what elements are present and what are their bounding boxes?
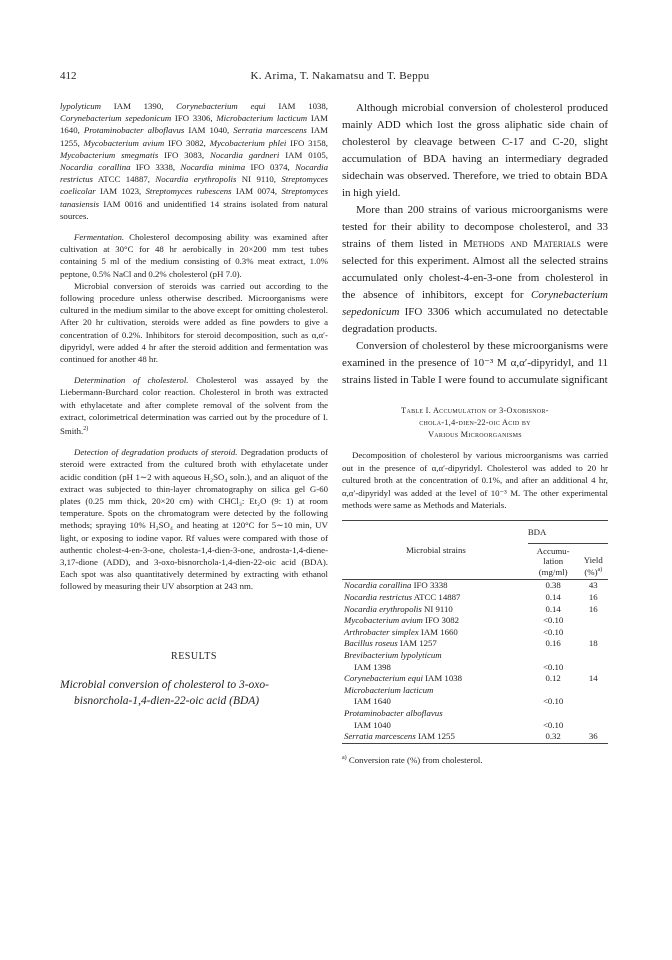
subheading-line-2: bisnorchola-1,4-dien-22-oic acid (BDA) [74,694,260,707]
table-row [342,662,608,674]
strain-cell [342,615,528,627]
strain-species: Mycobacterium avium [344,615,423,626]
yield-cell [578,627,608,639]
detection-text: Degradation products of steroid were extracted from the cultured broth with ethylacetate under acidic condition (pH 1∼2 with aqueous H₂SO₄ soln.), and an aliquot of the extract was subjected to thin-layer chromatography on silica gel G-60 plates (0.25 mm thick, 20×20 cm) with CHCl₃: Et₂O (9: 1) at room temperature. Spots on the chromatogram were detected by the following methods; spraying 10% H₂SO₄ and heating at 120°C for 5∼10 min, UV light, or exposing to iodine vapor. Rf values were compared with those of authentic cholest-4-en-3-one, cholesta-1,4-dien-3-one, androsta-1,4-diene-3,17-dione (ADD), and 3-oxo-bisnorchola-1,4-dien-22-oic acid (BDA). Each spot was also quantitatively determined by extracting with ethanol followed by measuring their UV absorption at 243 nm. [60,447,329,592]
strain-id: IAM 1640 [354,696,391,707]
subheading-line-1: Microbial conversion of cholesterol to 3-oxo- [60,678,269,691]
results-subheading [60,677,328,709]
strain-species: Serratia marcescens [344,731,416,742]
strain-cell [342,627,528,639]
species-name: Nocardia gardneri [209,149,280,160]
table-row [342,685,608,697]
results-heading: RESULTS [171,650,217,662]
acc-header-3: (mg/ml) [538,566,568,577]
determination-heading: Determination of cholesterol. [74,375,189,386]
determination-text: Cholesterol was assayed by the Liebermann-Burchard color reaction. Cholesterol in broth was extracted with ethylacetate and after complete removal of the solvent from the extract, colorimetrical determination was carried out by the procedure of I. Smith. [60,375,329,436]
col-header-strain: Microbial strains [405,544,466,555]
accumulation-cell [528,685,579,697]
species-name: Protaminobacter alboflavus [83,125,185,136]
species-name: Streptomyces tanasiensis [60,186,329,209]
detection-paragraph [60,446,328,592]
accumulation-cell: 0.32 [545,731,561,742]
conversion-paragraph: Conversion of cholesterol by these microorganisms were examined in the presence of 10⁻³ M α,α′-dipyridyl, and 11 strains listed in Table I were found to accumulate significant [342,340,608,386]
screening-text-b: were selected for this experiment. Almost all the selected strains accumulated only cholest-4-en-3-one from cholesterol in the absence of inhibitors, except for [342,238,608,301]
yield-header-1: Yield [583,554,603,565]
species-name: Corynebacterium equi [176,101,266,111]
species-name: Corynebacterium sepedonicum [60,113,172,124]
strain-cell [342,673,528,685]
strain-code: IFO 3338, [130,162,181,173]
strain-code: ATCC 14887, [92,174,156,185]
species-name: Serratia marcescens [233,125,307,136]
strain-code: IAM 1040, [184,125,234,136]
table-row [342,650,608,662]
strain-species: Nocardia erythropolis [344,603,422,614]
strain-species: Protaminobacter alboflavus [344,708,443,718]
table-row [342,615,608,627]
right-column [342,100,608,769]
accumulation-cell: <0.10 [542,719,564,730]
strain-species: Nocardia restrictus [344,592,413,603]
yield-cell [578,685,608,697]
fermentation-paragraph [60,231,328,280]
strain-cell [342,580,528,592]
screening-text-c: IFO 3306 which accumulated no detectable degradation products. [342,306,608,335]
strain-code: NI 9110, [236,174,282,185]
screening-text-a: More than 200 strains of various microorganisms were tested for their ability to decompose cholesterol, and 33 strains of them listed in [342,204,608,250]
table-row [342,720,608,732]
accumulation-cell: 0.38 [545,580,561,591]
yield-cell: 36 [588,731,598,742]
species-name: Mycobacterium smegmatis [60,149,159,160]
table-title-line-2: chola-1,4-dien-22-oic Acid by [419,418,531,427]
strain-species: Brevibacterium lypolyticum [344,650,442,661]
accumulation-cell: <0.10 [542,696,564,707]
fermentation-heading: Fermentation. [74,232,125,243]
strain-id: NI 9110 [421,603,453,614]
strain-code: IFO 3083, [158,149,210,160]
page-header [60,70,620,86]
strain-id: IFO 3082 [422,615,460,626]
col-header-bda: BDA [528,520,608,543]
species-name: lypolyticum [60,101,102,111]
table-row [342,592,608,604]
yield-cell: 14 [588,673,598,684]
accumulation-cell: 0.16 [545,638,561,649]
yield-cell: 43 [588,580,598,591]
footnote-mark: a) [342,754,347,761]
strain-id: IAM 1040 [354,719,391,730]
microbial-conversion-paragraph: Microbial conversion of steroids was carried out according to the following procedure unless otherwise described. Microorganisms were cultured in the medium similar to the above except for omitting cholesterol. After 20 hr cultivation, steroids were added as fine powders to give a concentration of 0.2%. Inhibitors for steroid decomposition, such as α,α′-dipyridyl, were added 4 hr after the steroid addition and fermentation was continued for another 48 hr. [60,280,328,365]
acc-header-2: lation [543,556,564,567]
species-name: Nocardia erythropolis [155,174,237,185]
strain-cell [342,685,528,697]
species-name: Streptomyces rubescens [145,186,232,197]
strain-cell [342,662,528,674]
strain-code: IFO 3158, [286,137,328,148]
strain-species: Nocardia corallina [344,580,412,591]
table-caption: Decomposition of cholesterol by various microorganisms was carried out in the presence of α,α′-dipyridyl. Cholesterol was added to 20 hr cultured broth at the concentration of 0.1%, and after an additional 4 hr, α,α′-dipyridyl was added at the level of 10⁻³ M. The other experimental methods were same as Methods and Materials. [342,450,608,511]
species-name: Streptomyces coelicolar [60,174,328,197]
running-head: K. Arima, T. Nakamatsu and T. Beppu [250,70,430,82]
strain-species: Arthrobacter simplex [344,626,419,637]
screening-paragraph [342,202,608,338]
reference-mark: 2) [83,426,89,433]
accumulation-cell: <0.10 [542,626,564,637]
accumulation-cell: 0.12 [545,673,561,684]
species-name: Corynebacterium sepedonicum [342,289,608,318]
strain-code: IFO 0374, [245,162,296,173]
strain-code: IAM 1038, [265,101,328,111]
strain-code: IAM 0105, [279,149,329,160]
species-name: Nocardia corallina [60,162,131,173]
yield-unit: (%) [584,566,598,577]
strain-list-paragraph [60,100,328,222]
strain-species: Microbacterium lacticum [344,684,434,695]
strain-id: ATCC 14887 [412,592,461,603]
strain-id: IFO 3338 [411,580,448,591]
yield-cell [578,708,608,720]
species-name: Nocardia minima [180,162,246,173]
determination-paragraph [60,374,328,437]
table-title-line-3: Various Microorganisms [428,430,522,439]
table-footnote [342,750,608,769]
strain-cell [342,696,528,708]
strain-cell [342,708,528,720]
species-name: Mycobacterium avium [83,137,165,148]
strain-species: Corynebacterium equi [344,673,423,684]
accumulation-cell: <0.10 [542,661,564,672]
strain-code: IFO 3082, [164,137,210,148]
yield-cell: 16 [588,592,598,603]
table-row [342,708,608,720]
strain-species: Bacillus roseus [344,638,398,649]
strain-code: IAM 0016 and unidentified 14 strains isolated from natural sources. [60,198,328,221]
accumulation-cell [528,708,579,720]
yield-cell: 18 [588,638,598,649]
yield-header-2 [578,565,608,577]
bda-table [342,520,608,744]
table-row [342,627,608,639]
strain-code: IAM 1390, [101,101,177,111]
table-row [342,731,608,743]
strain-id: IAM 1255 [415,731,455,742]
strain-cell [342,592,528,604]
species-name: Nocardia restrictus [60,162,328,185]
fermentation-text: Cholesterol decomposing ability was examined after cultivation at 30°C for 48 hr aerobically in 20×200 mm test tubes containing 5 ml of the medium consisting of 0.3% meat extract, 1.0% peptone, 0.5% NaCl and 0.2% cholesterol (pH 7.0). [60,232,328,279]
table-title [342,405,608,441]
yield-cell [578,662,608,674]
bda-table-body [342,580,608,743]
strain-cell [342,731,528,743]
strain-id: IAM 1660 [418,626,458,637]
strain-cell [342,604,528,616]
table-row [342,580,608,592]
table-row [342,638,608,650]
yield-cell [578,696,608,708]
strain-cell [342,650,528,662]
yield-cell: 16 [588,603,598,614]
accumulation-cell: <0.10 [542,615,564,626]
strain-code: IAM 1255, [60,125,328,148]
yield-cell [578,615,608,627]
yield-cell [578,650,608,662]
strain-id: IAM 1257 [397,638,437,649]
species-name: Microbacterium lacticum [216,113,308,124]
page-number: 412 [60,70,77,82]
accumulation-cell [528,650,579,662]
strain-code: IAM 1023, [95,186,146,197]
species-name: Mycobacterium phlei [209,137,287,148]
strain-code: IFO 3306, [171,113,217,124]
strain-code: IAM 0074, [231,186,282,197]
left-column [60,100,328,709]
col-header-accumulation [528,543,579,580]
table-row [342,696,608,708]
accumulation-cell: 0.14 [545,603,561,614]
acc-header-1: Accumu- [536,545,570,556]
intro-paragraph: Although microbial conversion of cholesterol produced mainly ADD which lost the gross aliphatic side chain of cholesterol by cleavage between C-17 and C-20, slight accumulation of BDA having an intermediary degraded sidechain was observed. Therefore, we tried to obtain BDA in high yield. [342,102,608,199]
footnote-text: Conversion rate (%) from cholesterol. [348,754,483,765]
strain-id: IAM 1398 [354,661,391,672]
accumulation-cell: 0.14 [545,592,561,603]
yield-cell [578,720,608,732]
table-row [342,673,608,685]
methods-ref: Methods and Materials [463,238,581,250]
strain-cell [342,720,528,732]
strain-code: IAM 1640, [60,113,328,136]
yield-note-mark: a) [597,567,603,574]
strain-cell [342,638,528,650]
detection-heading: Detection of degradation products of steroid. [74,447,238,458]
col-header-yield [578,543,608,580]
table-row [342,604,608,616]
table-title-line-1: Table I. Accumulation of 3-Oxobisnor- [401,406,549,415]
strain-id: IAM 1038 [422,673,463,684]
